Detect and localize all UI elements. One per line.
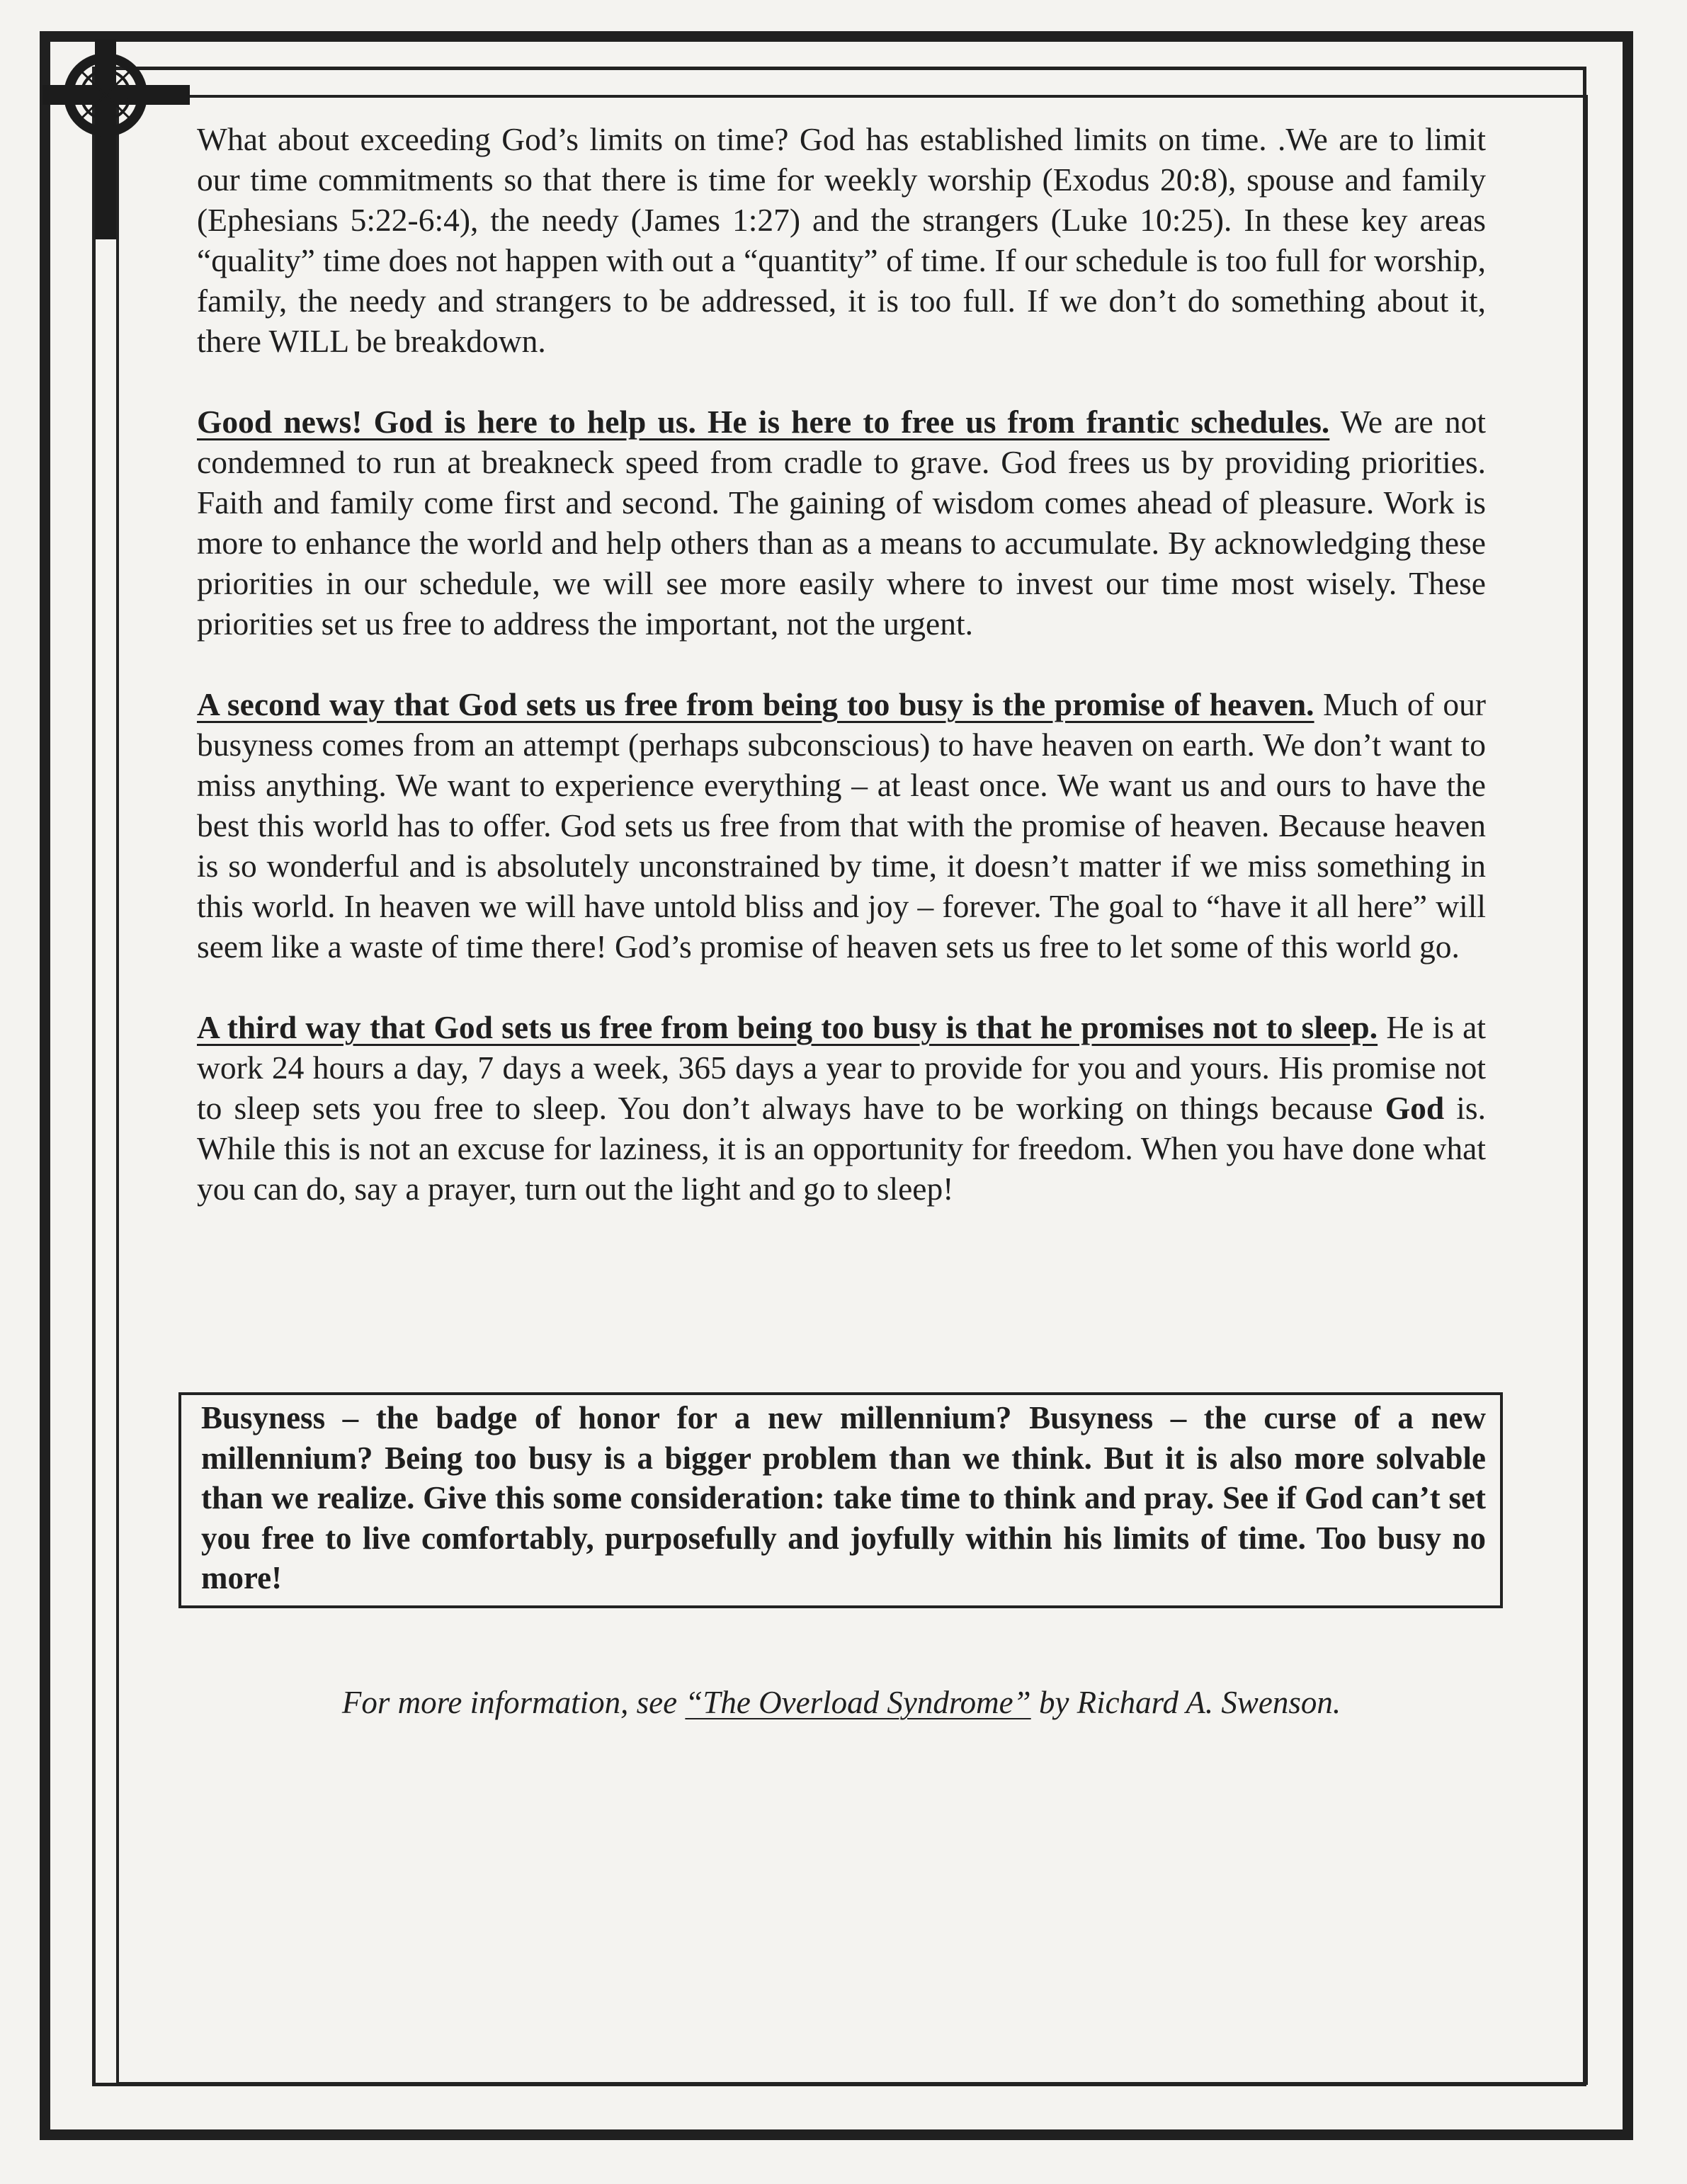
celtic-cross-icon	[42, 40, 191, 239]
paragraph-promise-of-heaven	[197, 684, 1486, 967]
paragraph-good-news	[197, 402, 1486, 644]
book-title: “The Overload Syndrome”	[685, 1685, 1031, 1720]
paragraph-heading: A second way that God sets us free from being too busy is the promise of heaven.	[197, 686, 1314, 722]
emphasis-god: God	[1385, 1090, 1445, 1126]
article-body	[197, 119, 1486, 1249]
paragraph-heading: Good news! God is here to help us. He is here to free us from frantic schedules.	[197, 404, 1330, 440]
paragraph-text: We are not condemned to run at breakneck speed from cradle to grave. God frees us by providing priorities. Faith and family come first and second. The gaining of wisdom comes ahead of pleasure. Work is more to enhance the world and help others than as a means to accumulate. By acknowledging these priorities in our schedule, we will see more easily where to invest our time most wisely. These priorities set us free to address the important, not the urgent.	[197, 404, 1487, 642]
paragraph-text: Much of our busyness comes from an attempt (perhaps subconscious) to have heaven on earth. We don’t want to miss anything. We want to experience everything – at least once. We want us and ours to have the best this world has to offer. God sets us free from that with the promise of heaven. Because heaven is so wonderful and is absolutely unconstrained by time, it doesn’t matter if we miss something in this world. In heaven we will have untold bliss and joy – forever. The goal to “have it all here” will seem like a waste of time there! God’s promise of heaven sets us free to let some of this world go.	[197, 686, 1486, 965]
paragraph-promises-not-to-sleep	[197, 1007, 1486, 1209]
paragraph-text: is. While this is not an excuse for laziness, it is an opportunity for freedom. When you have done what you can do, say a prayer, turn out the light and go to sleep!	[197, 1090, 1486, 1207]
paragraph-time-limits	[197, 119, 1486, 361]
paragraph-text: What about exceeding God’s limits on time? God has established limits on time. .We are to limit our time commitments so that there is time for weekly worship (Exodus 20:8), spouse and family (Ephesians 5:22-6:4), the needy (James 1:27) and the strangers (Luke 10:25). In these key areas “quality” time does not happen with out a “quantity” of time. If our schedule is too full for worship, family, the needy and strangers to be addressed, it is too full. If we don’t do something about it, there WILL be breakdown.	[197, 121, 1486, 359]
paragraph-text: He is at work 24 hours a day, 7 days a week, 365 days a year to provide for you and yours. His promise not to sleep sets you free to sleep. You don’t always have to be working on things because	[197, 1009, 1486, 1126]
footer-suffix: by Richard A. Swenson.	[1030, 1685, 1341, 1720]
footer-reference	[197, 1683, 1486, 1723]
callout-text: Busyness – the badge of honor for a new millennium? Busyness – the curse of a new millennium? Being too busy is a bigger problem than we think. But it is also more solvable than we realize. Give this some consideration: take time to think and pray. See if God can’t set you free to live comfortably, purposefully and joyfully within his limits of time. Too busy no more!	[201, 1400, 1486, 1596]
footer-prefix: For more information, see	[341, 1685, 686, 1720]
callout-box	[178, 1392, 1503, 1608]
paragraph-heading: A third way that God sets us free from being too busy is that he promises not to sleep.	[197, 1009, 1378, 1045]
